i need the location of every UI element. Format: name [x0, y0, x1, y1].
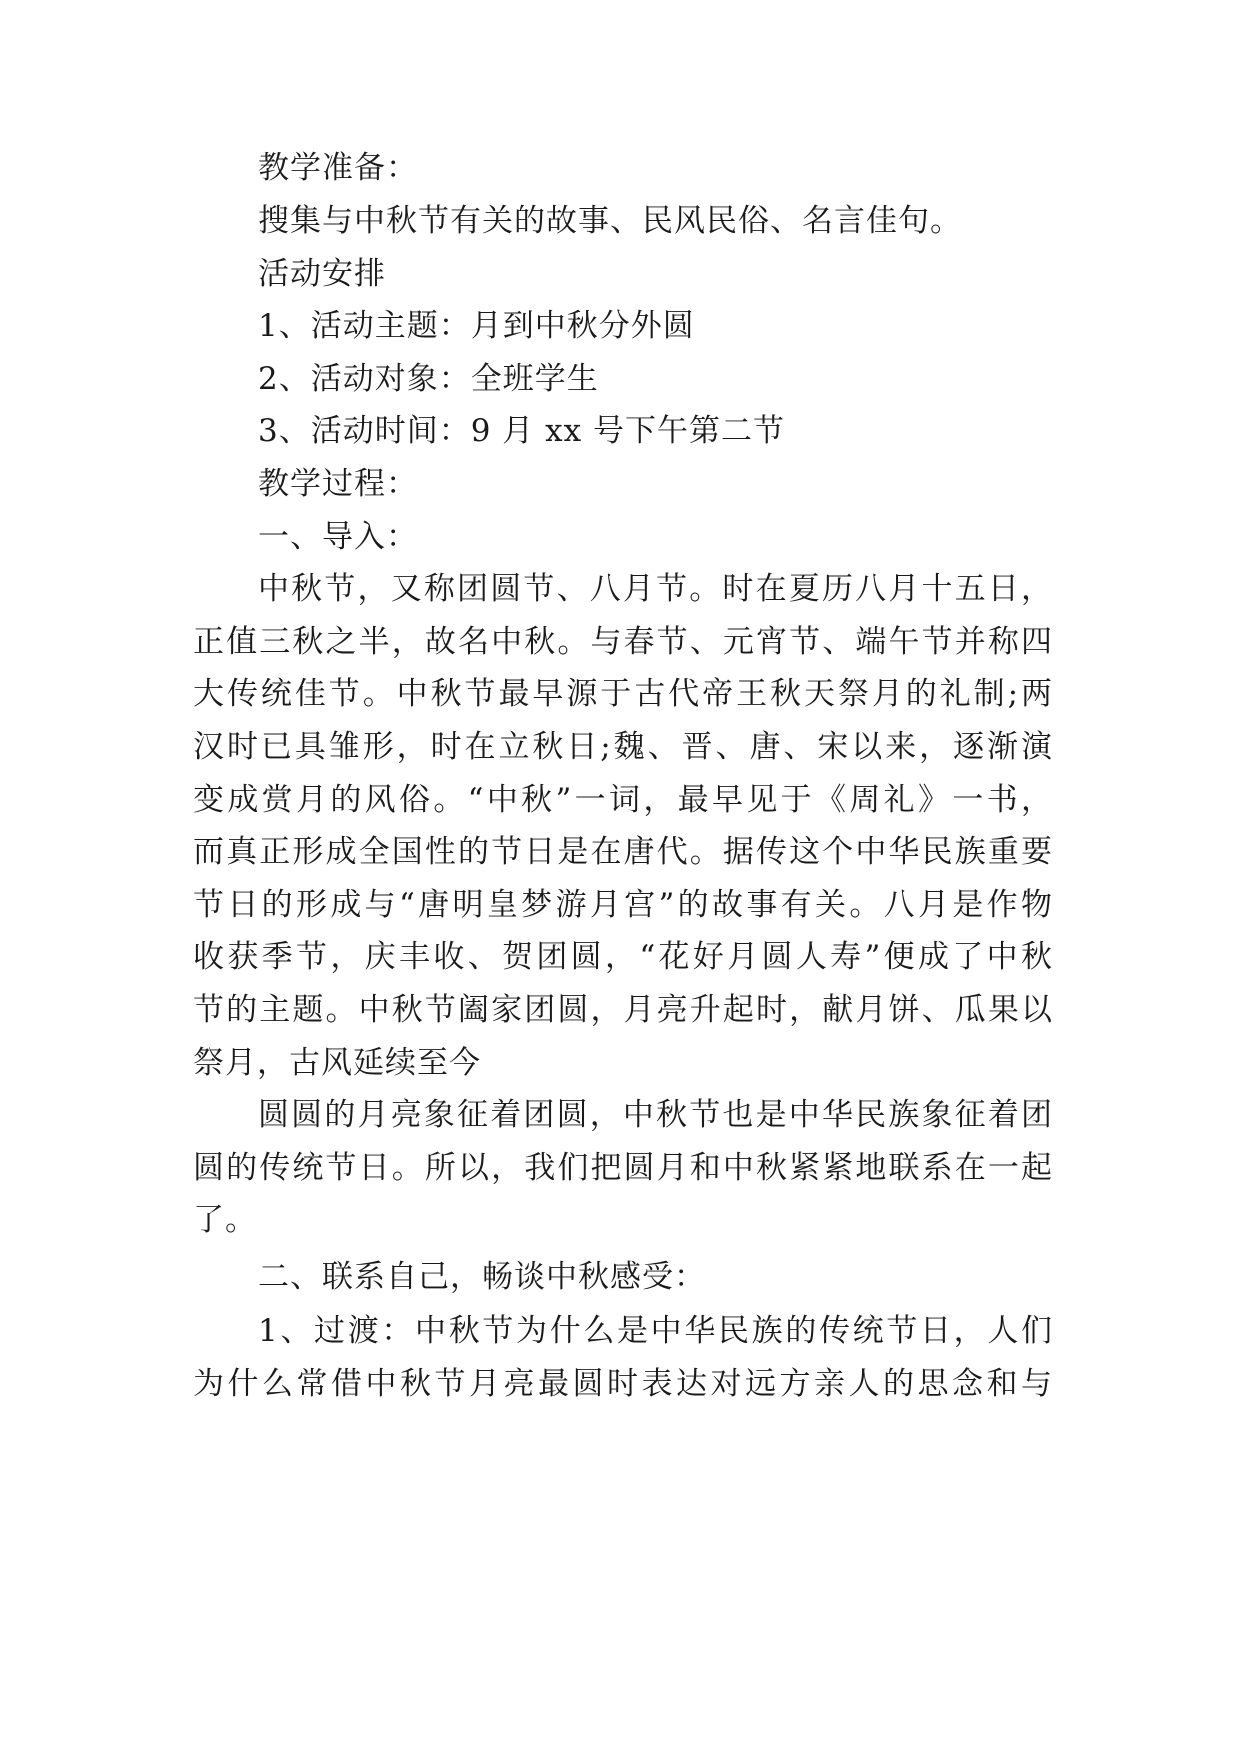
section-heading: 二、联系自己，畅谈中秋感受： [258, 1259, 706, 1295]
paragraph-line: 节日的形成与“唐明皇梦游月宫”的故事有关。八月是作物 [193, 887, 1053, 923]
paragraph-line: 大传统佳节。中秋节最早源于古代帝王秋天祭月的礼制;两 [193, 676, 1053, 712]
arrangement-item: 1、活动主题：月到中秋分外圆 [258, 308, 695, 344]
paragraph-line: 汉时已具雏形，时在立秋日;魏、晋、唐、宋以来，逐渐演 [193, 729, 1053, 765]
process-heading: 教学过程： [258, 466, 418, 502]
paragraph-line: 而真正形成全国性的节日是在唐代。据传这个中华民族重要 [193, 834, 1053, 870]
paragraph-line: 节的主题。中秋节阖家团圆，月亮升起时，献月饼、瓜果以 [193, 992, 1053, 1028]
paragraph-line: 了。 [193, 1202, 257, 1238]
arrangement-item: 2、活动对象：全班学生 [258, 361, 599, 397]
paragraph-line: 祭月，古风延续至今 [193, 1045, 481, 1081]
paragraph-line: 圆圆的月亮象征着团圆，中秋节也是中华民族象征着团 [258, 1097, 1053, 1133]
section-heading: 一、导入： [258, 519, 418, 555]
paragraph-line: 正值三秋之半，故名中秋。与春节、元宵节、端午节并称四 [193, 624, 1053, 660]
paragraph-line: 为什么常借中秋节月亮最圆时表达对远方亲人的思念和与 [193, 1366, 1053, 1402]
paragraph-line: 中秋节，又称团圆节、八月节。时在夏历八月十五日， [258, 571, 1053, 607]
arrangement-item: 3、活动时间：9 月 xx 号下午第二节 [258, 413, 785, 449]
paragraph-line: 1、过渡：中秋节为什么是中华民族的传统节日，人们 [258, 1313, 1053, 1349]
paragraph-line: 变成赏月的风俗。“中秋”一词，最早见于《周礼》一书， [193, 782, 1053, 818]
prep-heading: 教学准备： [258, 150, 418, 186]
paragraph-line: 圆的传统节日。所以，我们把圆月和中秋紧紧地联系在一起 [193, 1150, 1053, 1186]
paragraph-line: 收获季节，庆丰收、贺团圆，“花好月圆人寿”便成了中秋 [193, 939, 1053, 975]
arrangement-heading: 活动安排 [258, 256, 386, 292]
prep-text: 搜集与中秋节有关的故事、民风民俗、名言佳句。 [258, 203, 962, 239]
